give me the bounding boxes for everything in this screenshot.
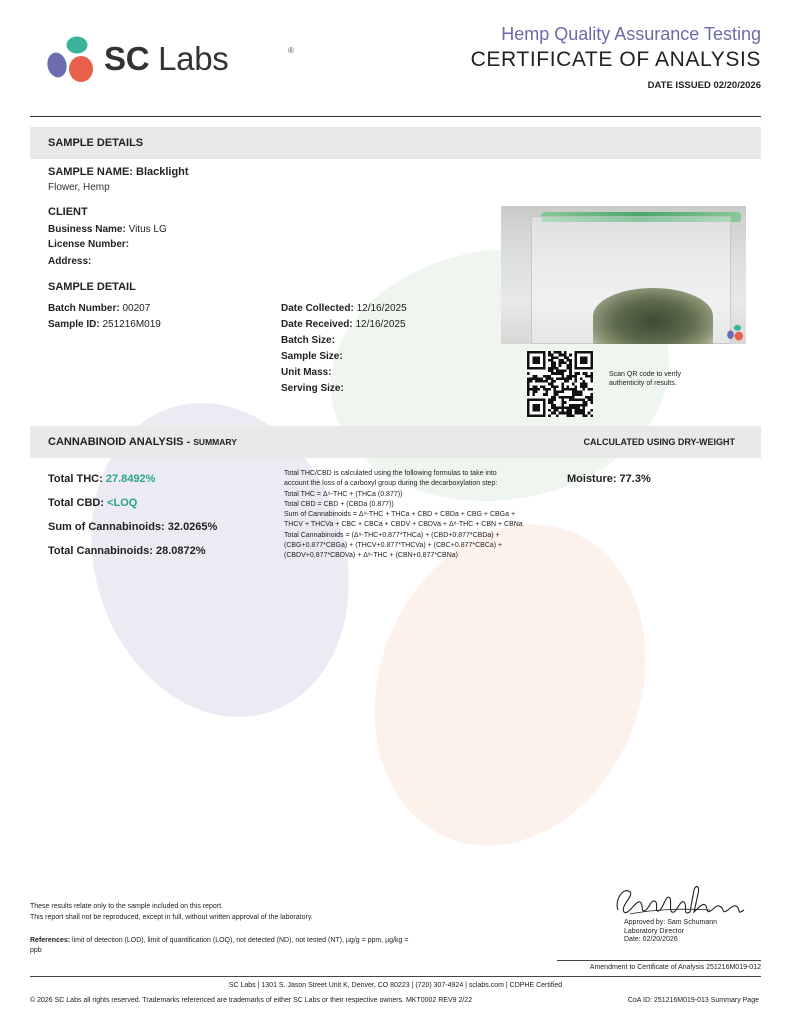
- formula-line: THCV + THCVa + CBC + CBCa + CBDV + CBDVa + Δ⁸-THC + CBN + CBNa: [284, 521, 523, 529]
- product-photo: [501, 206, 746, 344]
- unit-mass-label: Unit Mass:: [281, 367, 332, 378]
- flower-bud: [593, 288, 713, 344]
- logo-wordmark: SC Labs: [104, 40, 229, 77]
- total-cbd-value: <LOQ: [107, 497, 138, 509]
- date-received-row: [281, 319, 406, 330]
- batch-number-row: [48, 303, 150, 314]
- formula-line: Total THC = Δ⁹-THC + (THCa (0.877)): [284, 490, 403, 498]
- sample-name: SAMPLE NAME: Blacklight: [48, 166, 189, 178]
- serving-size-label: Serving Size:: [281, 383, 344, 394]
- logo-registered-mark: ®: [288, 46, 294, 55]
- sample-size-label: Sample Size:: [281, 351, 343, 362]
- header-divider: [30, 116, 761, 117]
- footer-copyright: © 2026 SC Labs all rights reserved. Trademarks referenced are trademarks of either SC Labs or their respective owners. MKT0002 REV9 2/22: [30, 997, 473, 1004]
- formula-line: Total CBD = CBD + (CBDa (0.877)): [284, 500, 394, 508]
- sample-type: Flower, Hemp: [48, 182, 110, 193]
- sample-detail-heading: SAMPLE DETAIL: [48, 281, 136, 293]
- approver-block: [624, 919, 754, 945]
- approval-date: Date: 02/20/2026: [624, 936, 678, 943]
- total-thc-label: Total THC:: [48, 473, 103, 485]
- total-cbd-label: Total CBD:: [48, 497, 105, 509]
- cannabinoid-analysis-bar: [30, 426, 761, 458]
- qr-caption: Scan QR code to verify authenticity of results.: [609, 371, 681, 387]
- total-thc-row: [48, 473, 155, 485]
- footer-address: SC Labs | 1301 S. Jason Street Unit K, Denver, CO 80223 | (720) 307-4924 | sclabs.com | CDPHE Certified: [228, 982, 563, 989]
- footer-divider: [30, 976, 761, 977]
- qr-code-icon[interactable]: [527, 351, 593, 417]
- formula-line: Sum of Cannabinoids = Δ⁹-THC + THCa + CBD + CBDa + CBG + CBGa +: [284, 511, 516, 519]
- footer-note-results: These results relate only to the sample included on this report.: [30, 903, 223, 910]
- total-thc-value: 27.8492%: [105, 473, 156, 485]
- date-collected-label: Date Collected:: [281, 303, 354, 314]
- date-issued: DATE ISSUED 02/20/2026: [647, 80, 761, 91]
- date-collected-row: [281, 303, 407, 314]
- business-name-row: [48, 224, 167, 235]
- logo-mark-icon: [44, 34, 96, 86]
- footer-references: [30, 936, 410, 956]
- footer-coa-id: CoA ID: 251216M019-013 Summary Page: [627, 997, 759, 1004]
- total-cbd-row: [48, 497, 137, 509]
- amendment-note: Amendment to Certificate of Analysis 251216M019-012: [589, 964, 761, 971]
- formula-line: (CBG+0.877*CBGa) + (THCV+0.877*THCVa) + (CBC+0.877*CBCa) +: [284, 542, 503, 550]
- cannabinoid-analysis-heading: CANNABINOID ANALYSIS - SUMMARY: [48, 436, 237, 448]
- license-number-label: License Number:: [48, 239, 130, 250]
- approved-by: Approved by: Sam Schumann: [624, 919, 717, 926]
- approver-title: Laboratory Director: [624, 927, 684, 935]
- address-label: Address:: [48, 256, 92, 267]
- director-signature: [610, 880, 745, 922]
- sample-id-row: [48, 319, 161, 330]
- batch-number-label: Batch Number:: [48, 303, 120, 314]
- sample-details-heading: SAMPLE DETAILS: [48, 137, 144, 149]
- references-text: limit of detection (LOD), limit of quantification (LOQ), not detected (ND), not tested (NT), µg/g = ppm, µg/kg = ppb: [30, 937, 409, 954]
- sum-of-cannabinoids: Sum of Cannabinoids: 32.0265%: [48, 521, 218, 533]
- sample-id-value: 251216M019: [102, 319, 161, 330]
- client-heading: CLIENT: [48, 206, 88, 218]
- dry-weight-note: CALCULATED USING DRY-WEIGHT: [583, 437, 735, 447]
- formula-line: Total Cannabinoids = (Δ⁹-THC+0.877*THCa) + (CBD+0.877*CBDa) +: [284, 531, 500, 539]
- date-collected-value: 12/16/2025: [356, 303, 407, 314]
- report-title: CERTIFICATE OF ANALYSIS: [470, 48, 761, 71]
- batch-size-label: Batch Size:: [281, 335, 335, 346]
- batch-number-value: 00207: [122, 303, 151, 314]
- date-received-label: Date Received:: [281, 319, 353, 330]
- formula-notes: [284, 469, 554, 562]
- logo-mark-icon: [726, 324, 744, 342]
- footer-note-reproduction: This report shall not be reproduced, except in full, without written approval of the laboratory.: [30, 914, 313, 921]
- references-label: References:: [30, 937, 71, 944]
- sample-details-bar: [30, 127, 761, 159]
- report-kicker: Hemp Quality Assurance Testing: [501, 24, 761, 44]
- sample-id-label: Sample ID:: [48, 319, 100, 330]
- formula-line: account the loss of a carboxyl group during the decarboxylation step:: [284, 480, 498, 488]
- formula-line: (CBDV+0.877*CBDVa) + Δ⁸-THC + (CBN+0.877*CBNa): [284, 552, 459, 560]
- moisture: Moisture: 77.3%: [567, 473, 651, 485]
- amendment-divider: [557, 960, 761, 961]
- date-received-value: 12/16/2025: [355, 319, 406, 330]
- total-cannabinoids: Total Cannabinoids: 28.0872%: [48, 545, 206, 557]
- formula-line: Total THC/CBD is calculated using the following formulas to take into: [284, 470, 497, 477]
- sc-labs-logo: [44, 34, 294, 88]
- business-name-value: Vitus LG: [128, 224, 167, 235]
- business-name-label: Business Name:: [48, 224, 126, 235]
